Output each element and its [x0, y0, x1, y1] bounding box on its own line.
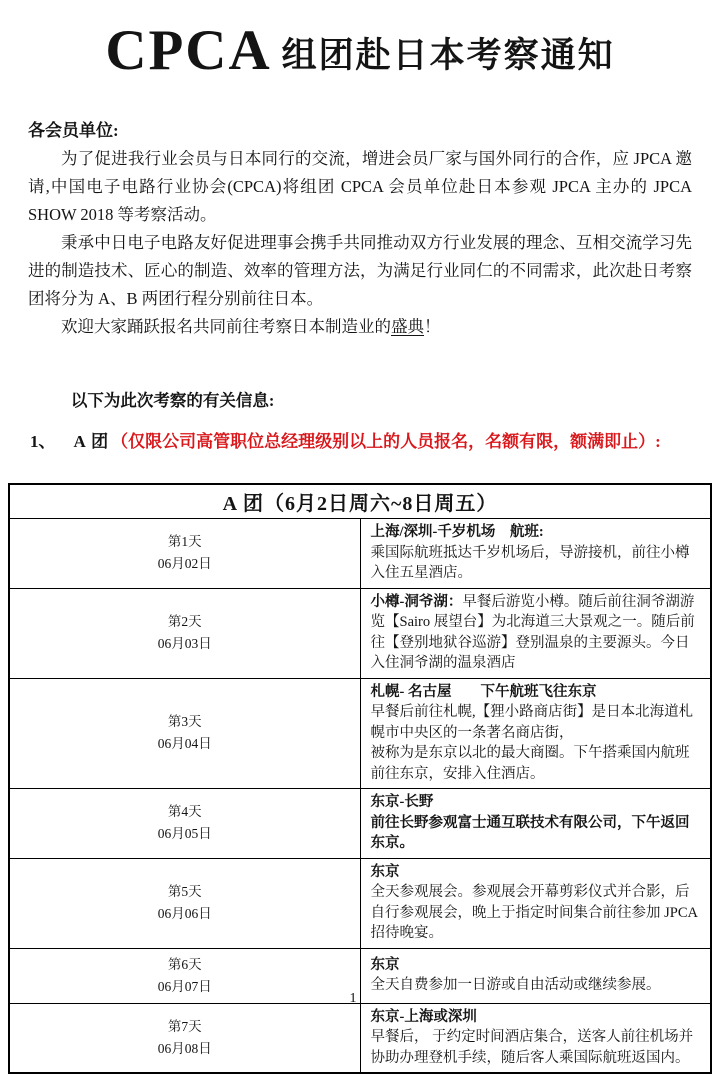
itinerary-segment: 乘国际航班抵达千岁机场后，导游接机，前往小樽入住五星酒店。: [370, 544, 690, 581]
day-cell: [9, 1003, 360, 1073]
day-cell: [9, 519, 360, 589]
page-number: 1: [349, 991, 357, 1006]
title-latin: CPCA: [105, 19, 272, 82]
itinerary-segment: 早餐后， 于约定时间酒店集合，送客人前往机场并协助办理登机手续，随后客人乘国际航班返国内。: [370, 1029, 694, 1066]
info-heading: 以下为此次考察的有关信息:: [70, 391, 275, 410]
itinerary-segment: 东京: [370, 956, 400, 973]
date-label: 06月05日: [157, 826, 212, 842]
itinerary-segment: 被称为是东京以北的最大商圈。下午搭乘国内航班前往东京，安排入住酒店。: [370, 745, 690, 782]
day-cell: [9, 858, 360, 948]
itinerary-segment: 小樽-洞爷湖：: [370, 593, 463, 610]
itinerary-cell: [360, 858, 711, 948]
date-label: 06月02日: [157, 556, 212, 572]
itinerary-segment: 东京-长野: [370, 794, 434, 810]
itinerary-segment: 早餐后游览小樽。随后前往洞爷湖游览【Sairo 展望台】为北海道三大景观之一。随后前往【登别地狱谷巡游】登别温泉的主要源头。今日入住洞爷湖的温泉酒店: [370, 593, 695, 671]
itinerary-segment: 全天参观展会。参观展会开幕剪彩仪式并合影，后自行参观展会，晚上于指定时间集合前往参加 JPCA 招待晚宴。: [370, 884, 698, 941]
itinerary-cell: [360, 789, 711, 859]
day-label: 第3天: [167, 714, 202, 730]
date-label: 06月08日: [157, 1040, 212, 1056]
item-label: A 团: [73, 432, 110, 451]
day-label: 第4天: [167, 804, 202, 820]
date-label: 06月07日: [157, 978, 212, 994]
itinerary-cell: [360, 519, 711, 589]
item-note-red: （仅限公司高管职位总经理级别以上的人员报名，名额有限，额满即止）:: [111, 432, 661, 451]
table-title: A 团（6月2日周六~8日周五）: [9, 484, 711, 519]
document-body: [28, 117, 692, 456]
itinerary-segment: 东京: [370, 863, 400, 880]
welcome-underlined-word: 盛典: [391, 317, 424, 336]
date-label: 06月06日: [157, 906, 212, 921]
itinerary-table: [8, 483, 712, 1074]
itinerary-segment: 早餐后前往札幌,【狸小路商店街】是日本北海道札幌市中央区的一条著名商店街，: [370, 704, 694, 741]
day-label: 第1天: [167, 534, 202, 550]
day-cell: [9, 588, 360, 678]
itinerary-cell: [360, 1003, 711, 1073]
paragraph-2: 秉承中日电子电路友好促进理事会携手共同推动双方行业发展的理念、互相交流学习先进的制造技术、匠心的制造、效率的管理方法，为满足行业同仁的不同需求，此次赴日考察团将分为 A、B 两团行程分别前往日本。: [28, 233, 692, 308]
item-a-line: [30, 428, 692, 456]
day-label: 第5天: [167, 884, 202, 899]
paragraph-1: 为了促进我行业会员与日本同行的交流，增进会员厂家与国外同行的合作，应 JPCA 邀请,中国电子电路行业协会(CPCA)将组团 CPCA 会员单位赴日本参观 JPCA 主办的 JPCA SHOW 2018 等考察活动。: [28, 149, 692, 224]
itinerary-segment: 札幌- 名古屋 下午航班飞往东京: [370, 683, 597, 700]
welcome-suffix: ！: [424, 317, 441, 336]
itinerary-segment: 东京-上海或深圳: [370, 1008, 477, 1025]
item-number: 1、: [30, 432, 56, 451]
day-cell: [9, 789, 360, 859]
title-cjk: 组团赴日本考察通知: [281, 36, 615, 75]
itinerary-row: [9, 588, 711, 678]
welcome-line: [28, 313, 692, 341]
itinerary-row: [9, 789, 711, 859]
day-label: 第7天: [167, 1018, 202, 1034]
day-label: 第2天: [167, 614, 202, 629]
itinerary-row: [9, 678, 711, 789]
itinerary-row: [9, 1003, 711, 1073]
date-label: 06月04日: [157, 736, 212, 752]
itinerary-segment: 上海/深圳-千岁机场 航班:: [370, 524, 544, 540]
itinerary-cell: [360, 588, 711, 678]
itinerary-segment: 全天自费参加一日游或自由活动或继续参展。: [370, 977, 661, 993]
welcome-prefix: 欢迎大家踊跃报名共同前往考察日本制造业的: [61, 317, 391, 336]
itinerary-row: [9, 858, 711, 948]
page-title: [0, 0, 720, 83]
salutation: 各会员单位:: [28, 121, 119, 140]
date-label: 06月03日: [157, 636, 212, 651]
itinerary-segment: 前往长野参观富士通互联技术有限公司，下午返回东京。: [370, 814, 690, 851]
itinerary-table-body: [9, 519, 711, 1074]
day-cell: [9, 678, 360, 789]
day-label: 第6天: [167, 956, 202, 972]
itinerary-cell: [360, 678, 711, 789]
itinerary-header-row: [9, 484, 711, 519]
itinerary-row: [9, 519, 711, 589]
